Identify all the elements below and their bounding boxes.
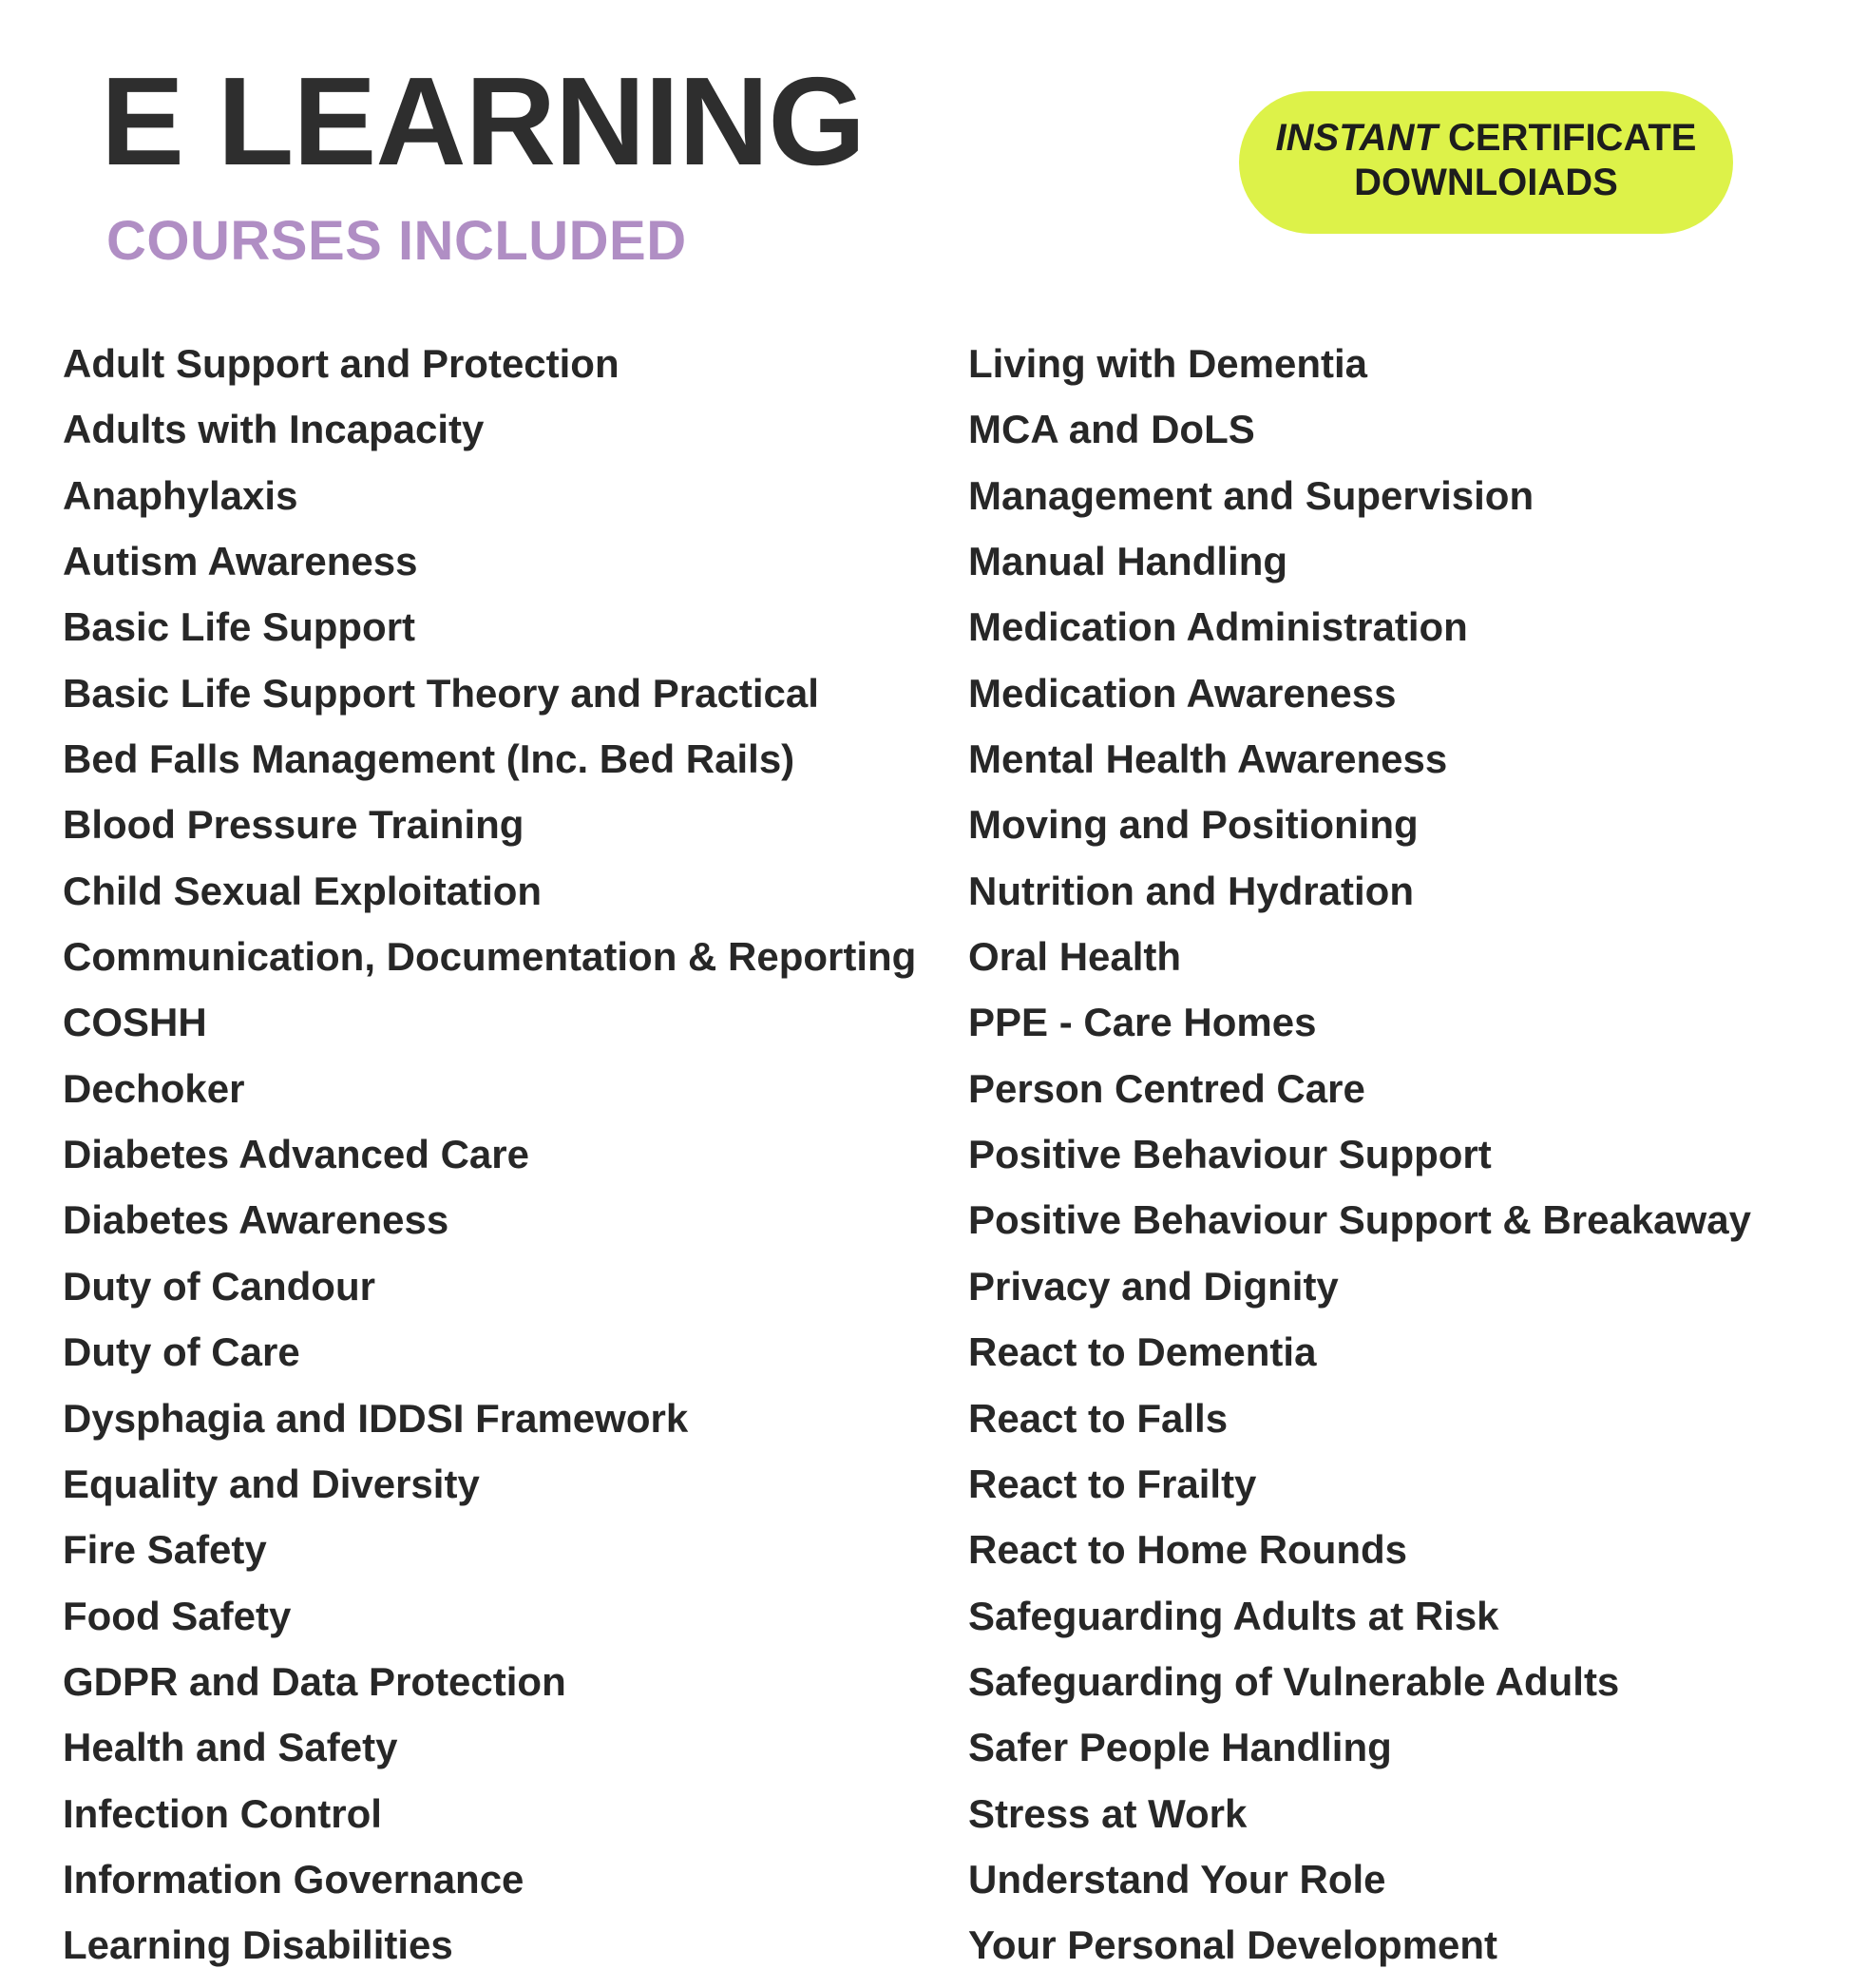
list-item: MCA and DoLS (968, 407, 1255, 452)
list-item: Medication Administration (968, 604, 1468, 650)
list-item: Duty of Care (63, 1329, 300, 1375)
list-item: PPE - Care Homes (968, 1000, 1317, 1045)
list-item: Mental Health Awareness (968, 736, 1448, 782)
badge-emphasis: INSTANT (1275, 117, 1438, 159)
course-list-left (63, 340, 924, 1988)
list-item: Health and Safety (63, 1725, 398, 1770)
list-item: Your Personal Development (968, 1922, 1498, 1968)
list-item: COSHH (63, 1000, 207, 1045)
list-item: Bed Falls Management (Inc. Bed Rails) (63, 736, 795, 782)
list-item: Safer People Handling (968, 1725, 1392, 1770)
list-item: React to Falls (968, 1395, 1229, 1441)
list-item: Dysphagia and IDDSI Framework (63, 1395, 689, 1441)
list-item: Privacy and Dignity (968, 1263, 1339, 1309)
list-item: Infection Control (63, 1790, 382, 1836)
list-item: Communication, Documentation & Reporting (63, 934, 917, 980)
list-item: Equality and Diversity (63, 1461, 480, 1506)
list-item: React to Home Rounds (968, 1527, 1408, 1573)
list-item: Living with Dementia (968, 341, 1368, 386)
list-item: Child Sexual Exploitation (63, 868, 543, 913)
list-item: Basic Life Support Theory and Practical (63, 670, 819, 716)
list-item: Positive Behaviour Support & Breakaway (968, 1197, 1751, 1243)
page-subtitle: COURSES INCLUDED (106, 210, 687, 272)
list-item: Adult Support and Protection (63, 341, 620, 386)
list-item: Learning Disabilities (63, 1922, 453, 1968)
list-item: Blood Pressure Training (63, 802, 524, 848)
list-item: Moving and Positioning (968, 802, 1419, 848)
list-item: Safeguarding of Vulnerable Adults (968, 1658, 1620, 1704)
list-item: Safeguarding Adults at Risk (968, 1593, 1499, 1638)
course-list-right (924, 340, 1786, 1988)
list-item: Duty of Candour (63, 1263, 375, 1309)
list-item: Diabetes Advanced Care (63, 1132, 529, 1177)
list-item: Food Safety (63, 1593, 292, 1638)
list-item: Basic Life Support (63, 604, 416, 650)
list-item: Stress at Work (968, 1790, 1248, 1836)
list-item: Autism Awareness (63, 539, 418, 584)
badge-text: CERTIFICATE DOWNLOIADS (1354, 117, 1697, 204)
list-item: Understand Your Role (968, 1856, 1386, 1902)
list-item: Diabetes Awareness (63, 1197, 449, 1243)
list-item: React to Frailty (968, 1461, 1257, 1506)
course-columns (53, 340, 1796, 1988)
list-item: Person Centred Care (968, 1065, 1365, 1111)
list-item: Manual Handling (968, 539, 1287, 584)
list-item: Medication Awareness (968, 670, 1397, 716)
list-item: Anaphylaxis (63, 472, 298, 518)
list-item: Nutrition and Hydration (968, 868, 1414, 913)
status-badge (1239, 91, 1733, 234)
list-item: Positive Behaviour Support (968, 1132, 1492, 1177)
list-item: Fire Safety (63, 1527, 267, 1573)
header (53, 46, 1796, 331)
title-block (101, 51, 866, 273)
list-item: Management and Supervision (968, 472, 1534, 518)
list-item: GDPR and Data Protection (63, 1658, 566, 1704)
list-item: React to Dementia (968, 1329, 1317, 1375)
list-item: Adults with Incapacity (63, 407, 485, 452)
list-item: Dechoker (63, 1065, 245, 1111)
list-item: Information Governance (63, 1856, 524, 1902)
page-title: E LEARNING (101, 51, 866, 191)
list-item: Oral Health (968, 934, 1182, 980)
